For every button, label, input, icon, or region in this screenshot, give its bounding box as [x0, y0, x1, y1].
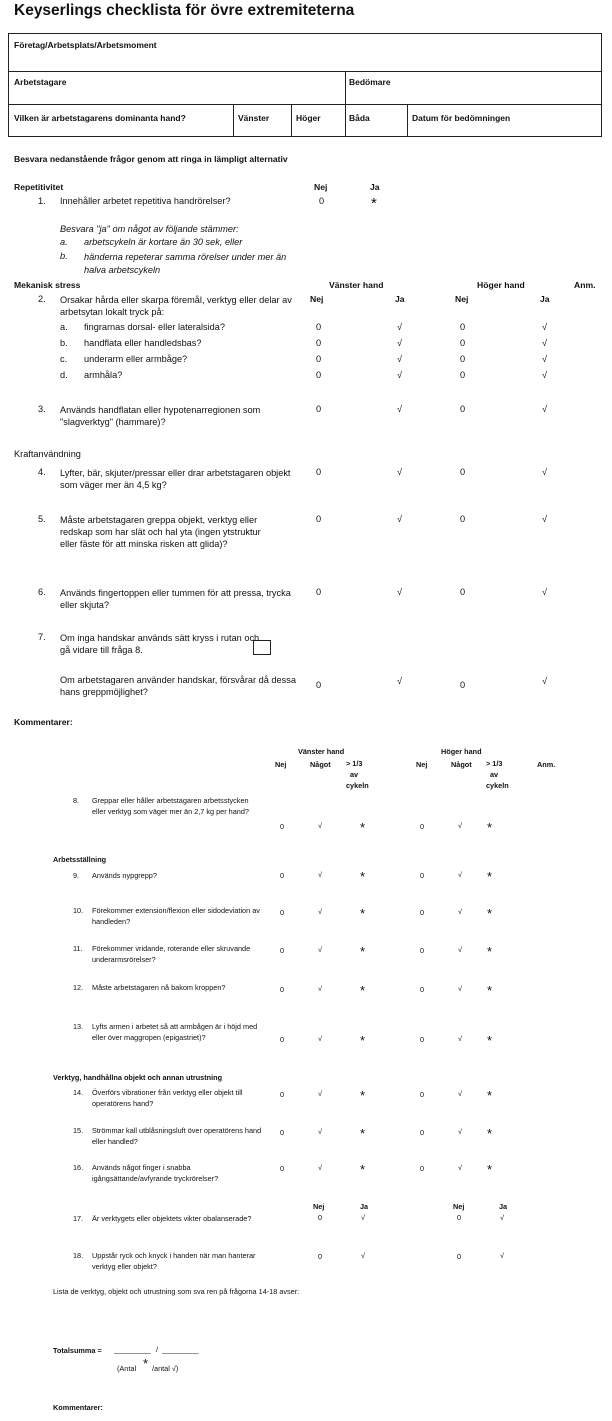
- q17-left-nej-label: Nej: [313, 1202, 325, 1211]
- repetitive-heading: Repetitivitet: [14, 182, 64, 192]
- q11-left-nagot[interactable]: √: [318, 945, 323, 954]
- q12-left-nagot[interactable]: √: [318, 984, 323, 993]
- q2b-right-nej[interactable]: 0: [460, 338, 466, 348]
- q1-note-a: arbetscykeln är kortare än 30 sek, eller: [84, 237, 243, 247]
- q11-left-nej[interactable]: 0: [280, 946, 285, 955]
- q9-text: Används nypgrepp?: [92, 871, 157, 880]
- mech-heading: Mekanisk stress: [14, 280, 81, 290]
- q6-right-ja[interactable]: √: [542, 587, 548, 597]
- q16-number: 16.: [73, 1163, 84, 1172]
- q16-left-third[interactable]: *: [360, 1162, 366, 1177]
- q16-right-nej[interactable]: 0: [420, 1164, 425, 1173]
- q12-left-third[interactable]: *: [360, 983, 366, 998]
- q17-right-ja-label: Ja: [499, 1202, 508, 1211]
- q5-left-nej[interactable]: 0: [316, 514, 322, 524]
- header-form: [8, 33, 602, 137]
- q16-text: Används något finger i snabba igångsättande/avfyrande tryckrörelser?: [92, 1163, 219, 1183]
- q17-text: Är verktygets eller objektets vikter obalanserade?: [92, 1214, 252, 1223]
- q17-left-ja-label: Ja: [360, 1202, 369, 1211]
- tools-list-line: Lista de verktyg, objekt och utrustning som sva ren på frågorna 14-18 avser:: [53, 1287, 300, 1296]
- q11-right-nej[interactable]: 0: [420, 946, 425, 955]
- q6-right-nej[interactable]: 0: [460, 587, 466, 597]
- q7b-right-nej[interactable]: 0: [460, 680, 466, 690]
- q4-left-ja[interactable]: √: [397, 467, 403, 477]
- worker-field[interactable]: Arbetstagare: [14, 77, 67, 87]
- p2-right-nej: Nej: [416, 760, 428, 769]
- q4-right-ja[interactable]: √: [542, 467, 548, 477]
- q13-right-third[interactable]: *: [487, 1033, 493, 1048]
- left-hand-heading: Vänster hand: [329, 280, 384, 290]
- date-field[interactable]: Datum för bedömningen: [412, 113, 511, 123]
- q15-left-nagot[interactable]: √: [318, 1127, 323, 1136]
- no-gloves-checkbox[interactable]: [253, 640, 271, 655]
- q16-left-nagot[interactable]: √: [318, 1163, 323, 1172]
- p2-right-cykeln: cykeln: [486, 781, 509, 790]
- q14-right-nagot[interactable]: √: [458, 1089, 463, 1098]
- comments-2: Kommentarer:: [53, 1403, 103, 1412]
- q17-left-ja[interactable]: √: [361, 1213, 366, 1222]
- q2-text: Orsakar hårda eller skarpa föremål, verktyg eller delar av arbetsytan lokalt tryck på:: [60, 295, 292, 317]
- q18-right-nej[interactable]: 0: [457, 1252, 462, 1261]
- q13-left-third[interactable]: *: [360, 1033, 366, 1048]
- q5-right-nej[interactable]: 0: [460, 514, 466, 524]
- q11-left-third[interactable]: *: [360, 944, 366, 959]
- q15-number: 15.: [73, 1126, 84, 1135]
- q14-left-third[interactable]: *: [360, 1088, 366, 1103]
- q2b-left-nej[interactable]: 0: [316, 338, 322, 348]
- q7b-text: Om arbetstagaren använder handskar, försvårar då dessa hans greppmöjlighet?: [60, 675, 296, 697]
- p2-anm: Anm.: [537, 760, 556, 769]
- q10-left-nagot[interactable]: √: [318, 907, 323, 916]
- antal-rest: /antal √): [152, 1364, 179, 1373]
- q2a-left-ja[interactable]: √: [397, 322, 403, 332]
- q1-number: 1.: [38, 196, 46, 206]
- q13-left-nej[interactable]: 0: [280, 1035, 285, 1044]
- p2-right-nagot: Något: [451, 760, 472, 769]
- q3-right-nej[interactable]: 0: [460, 404, 466, 414]
- q13-number: 13.: [73, 1022, 84, 1031]
- q8-left-nej[interactable]: 0: [280, 822, 285, 831]
- left-nej-label: Nej: [310, 294, 324, 304]
- q10-right-nej[interactable]: 0: [420, 908, 425, 917]
- q1-ja-mark[interactable]: *: [371, 195, 377, 212]
- q8-number: 8.: [73, 796, 80, 805]
- dominant-hand-question: Vilken är arbetstagarens dominanta hand?: [14, 113, 186, 123]
- q3-left-ja[interactable]: √: [397, 404, 403, 414]
- q7b-left-nej[interactable]: 0: [316, 680, 322, 690]
- total-denominator-blank[interactable]: _________: [162, 1345, 199, 1354]
- q2d-right-nej[interactable]: 0: [460, 370, 466, 380]
- q12-right-third[interactable]: *: [487, 983, 493, 998]
- q2d-text: armhåla?: [84, 370, 123, 380]
- q15-right-nej[interactable]: 0: [420, 1128, 425, 1137]
- q11-number: 11.: [73, 944, 83, 953]
- q18-text: Uppstår ryck och knyck i handen när man hanterar verktyg eller objekt?: [92, 1251, 256, 1271]
- q17-right-nej-label: Nej: [453, 1202, 465, 1211]
- q3-number: 3.: [38, 404, 46, 414]
- antal-star: *: [143, 1356, 149, 1371]
- q15-left-third[interactable]: *: [360, 1126, 366, 1141]
- q1-nej-mark[interactable]: 0: [319, 196, 325, 206]
- q14-left-nagot[interactable]: √: [318, 1089, 323, 1098]
- q2d-left-nej[interactable]: 0: [316, 370, 322, 380]
- p2-left-third: > 1/3: [346, 759, 363, 768]
- q8-left-nagot[interactable]: √: [318, 821, 323, 830]
- q2a-left-nej[interactable]: 0: [316, 322, 322, 332]
- q9-number: 9.: [73, 871, 80, 880]
- q18-left-nej[interactable]: 0: [318, 1252, 323, 1261]
- q8-left-third[interactable]: *: [360, 820, 366, 835]
- total-numerator-blank[interactable]: _________: [114, 1345, 151, 1354]
- q2c-text: underarm eller armbåge?: [84, 354, 188, 364]
- q10-text: Förekommer extension/flexion eller sidodeviation av handleden?: [92, 906, 260, 926]
- q14-number: 14.: [73, 1088, 84, 1097]
- right-hand-heading: Höger hand: [477, 280, 525, 290]
- col-ja: Ja: [370, 182, 380, 192]
- q14-left-nej[interactable]: 0: [280, 1090, 285, 1099]
- tools-heading: Verktyg, handhållna objekt och annan utrustning: [53, 1073, 223, 1082]
- q8-right-third[interactable]: *: [487, 820, 493, 835]
- q5-right-ja[interactable]: √: [542, 514, 548, 524]
- q10-right-nagot[interactable]: √: [458, 907, 463, 916]
- p2-left-nej: Nej: [275, 760, 287, 769]
- q18-number: 18.: [73, 1251, 84, 1260]
- q16-right-nagot[interactable]: √: [458, 1163, 463, 1172]
- q13-right-nagot[interactable]: √: [458, 1034, 463, 1043]
- q3-left-nej[interactable]: 0: [316, 404, 322, 414]
- page-title: Keyserlings checklista för övre extremiteterna: [14, 2, 355, 19]
- dominant-both-option[interactable]: Båda: [349, 113, 370, 123]
- total-label: Totalsumma =: [53, 1346, 102, 1355]
- q5-number: 5.: [38, 514, 46, 524]
- q13-text: Lyfts armen i arbetet så att armbågen är i höjd med eller över maggropen (epigastriet)?: [92, 1022, 258, 1042]
- p2-right-hand: Höger hand: [441, 747, 482, 756]
- q9-left-nagot[interactable]: √: [318, 870, 323, 879]
- q18-left-ja[interactable]: √: [361, 1251, 366, 1260]
- q10-left-nej[interactable]: 0: [280, 908, 285, 917]
- right-ja-label: Ja: [540, 294, 550, 304]
- q2c-left-ja[interactable]: √: [397, 354, 403, 364]
- q1-note-a-letter: a.: [60, 237, 68, 247]
- q17-right-nej[interactable]: 0: [457, 1213, 462, 1222]
- q15-right-third[interactable]: *: [487, 1126, 493, 1141]
- right-nej-label: Nej: [455, 294, 469, 304]
- q9-left-nej[interactable]: 0: [280, 871, 285, 880]
- q7b-left-ja[interactable]: √: [397, 676, 403, 686]
- q5-text: Måste arbetstagaren greppa objekt, verktyg eller redskap som har slät och hal yta (ingen ytstruktur eller fäste för att minska risken att glida)?: [60, 515, 261, 549]
- q2d-letter: d.: [60, 370, 68, 380]
- q2a-right-nej[interactable]: 0: [460, 322, 466, 332]
- q16-right-third[interactable]: *: [487, 1162, 493, 1177]
- q7-number: 7.: [38, 632, 46, 642]
- q2b-letter: b.: [60, 338, 68, 348]
- antal-open: (Antal: [117, 1364, 137, 1373]
- left-ja-label: Ja: [395, 294, 405, 304]
- q2d-left-ja[interactable]: √: [397, 370, 403, 380]
- p2-left-nagot: Något: [310, 760, 331, 769]
- comments-1: Kommentarer:: [14, 717, 73, 727]
- anm-heading: Anm.: [574, 280, 596, 290]
- q4-text: Lyfter, bär, skjuter/pressar eller drar arbetstagaren objekt som väger mer än 4,5 kg?: [60, 468, 291, 490]
- q9-right-nej[interactable]: 0: [420, 871, 425, 880]
- company-field[interactable]: Företag/Arbetsplats/Arbetsmoment: [14, 40, 157, 50]
- posture-heading: Arbetsställning: [53, 855, 107, 864]
- p2-right-third: > 1/3: [486, 759, 503, 768]
- q10-left-third[interactable]: *: [360, 906, 366, 921]
- q2-number: 2.: [38, 294, 46, 304]
- q6-left-nej[interactable]: 0: [316, 587, 322, 597]
- q8-right-nagot[interactable]: √: [458, 821, 463, 830]
- dominant-right-option[interactable]: Höger: [296, 113, 321, 123]
- q12-number: 12.: [73, 983, 84, 992]
- q10-number: 10.: [73, 906, 84, 915]
- q14-right-third[interactable]: *: [487, 1088, 493, 1103]
- q10-right-third[interactable]: *: [487, 906, 493, 921]
- q6-text: Används fingertoppen eller tummen för att pressa, trycka eller skjuta?: [60, 588, 291, 610]
- q9-right-third[interactable]: *: [487, 869, 493, 884]
- col-nej: Nej: [314, 182, 328, 192]
- q5-left-ja[interactable]: √: [397, 514, 403, 524]
- q11-right-nagot[interactable]: √: [458, 945, 463, 954]
- q9-left-third[interactable]: *: [360, 869, 366, 884]
- q14-text: Överförs vibrationer från verktyg eller objekt till operatörens hand?: [92, 1088, 243, 1108]
- q14-right-nej[interactable]: 0: [420, 1090, 425, 1099]
- q17-number: 17.: [73, 1214, 84, 1223]
- q2b-left-ja[interactable]: √: [397, 338, 403, 348]
- total-slash: /: [156, 1345, 159, 1354]
- q4-left-nej[interactable]: 0: [316, 467, 322, 477]
- q2d-right-ja[interactable]: √: [542, 370, 548, 380]
- q2b-text: handflata eller handledsbas?: [84, 338, 202, 348]
- q2c-right-nej[interactable]: 0: [460, 354, 466, 364]
- q2b-right-ja[interactable]: √: [542, 338, 548, 348]
- dominant-left-option[interactable]: Vänster: [238, 113, 270, 123]
- q15-left-nej[interactable]: 0: [280, 1128, 285, 1137]
- p2-right-av: av: [490, 770, 499, 779]
- q1-note-intro: Besvara "ja" om något av följande stämmer:: [60, 224, 239, 234]
- q16-left-nej[interactable]: 0: [280, 1164, 285, 1173]
- q11-right-third[interactable]: *: [487, 944, 493, 959]
- instruction: Besvara nedanstående frågor genom att ringa in lämpligt alternativ: [14, 154, 288, 164]
- q2c-letter: c.: [60, 354, 68, 364]
- q9-right-nagot[interactable]: √: [458, 870, 463, 879]
- q2c-right-ja[interactable]: √: [542, 354, 548, 364]
- p2-left-cykeln: cykeln: [346, 781, 369, 790]
- p2-left-hand: Vänster hand: [298, 747, 345, 756]
- q6-number: 6.: [38, 587, 46, 597]
- q15-right-nagot[interactable]: √: [458, 1127, 463, 1136]
- q6-left-ja[interactable]: √: [397, 587, 403, 597]
- q13-left-nagot[interactable]: √: [318, 1034, 323, 1043]
- q4-number: 4.: [38, 467, 46, 477]
- q17-right-ja[interactable]: √: [500, 1213, 505, 1222]
- q1-note-b-letter: b.: [60, 251, 68, 261]
- q13-right-nej[interactable]: 0: [420, 1035, 425, 1044]
- q18-right-ja[interactable]: √: [500, 1251, 505, 1260]
- q2c-left-nej[interactable]: 0: [316, 354, 322, 364]
- assessor-field[interactable]: Bedömare: [349, 77, 391, 87]
- q15-text: Strömmar kall utblåsningsluft över operatörens hand eller handled?: [92, 1126, 262, 1146]
- q2a-right-ja[interactable]: √: [542, 322, 548, 332]
- q12-right-nej[interactable]: 0: [420, 985, 425, 994]
- q7-text: Om inga handskar används sätt kryss i rutan och gå vidare till fråga 8.: [60, 633, 260, 655]
- q1-text: Innehåller arbetet repetitiva handrörelser?: [60, 196, 231, 206]
- q12-right-nagot[interactable]: √: [458, 984, 463, 993]
- q3-text: Används handflatan eller hypotenarregionen som "slagverktyg" (hammare)?: [60, 405, 261, 427]
- p2-left-av: av: [350, 770, 359, 779]
- q8-text: Greppar eller håller arbetstagaren arbetsstycken eller verktyg som väger mer än 2,7 kg per hand?: [92, 796, 249, 816]
- q2a-letter: a.: [60, 322, 68, 332]
- q8-right-nej[interactable]: 0: [420, 822, 425, 831]
- q1-note-b: händerna repeterar samma rörelser under mer än halva arbetscykeln: [84, 252, 287, 275]
- q4-right-nej[interactable]: 0: [460, 467, 466, 477]
- q2a-text: fingrarnas dorsal- eller lateralsida?: [84, 322, 225, 332]
- q3-right-ja[interactable]: √: [542, 404, 548, 414]
- q12-left-nej[interactable]: 0: [280, 985, 285, 994]
- q11-text: Förekommer vridande, roterande eller skruvande underarmsrörelser?: [92, 944, 251, 964]
- q12-text: Måste arbetstagaren nå bakom kroppen?: [92, 983, 226, 992]
- q17-left-nej[interactable]: 0: [318, 1213, 323, 1222]
- force-heading: Kraftanvändning: [14, 449, 81, 459]
- q7b-right-ja[interactable]: √: [542, 676, 548, 686]
